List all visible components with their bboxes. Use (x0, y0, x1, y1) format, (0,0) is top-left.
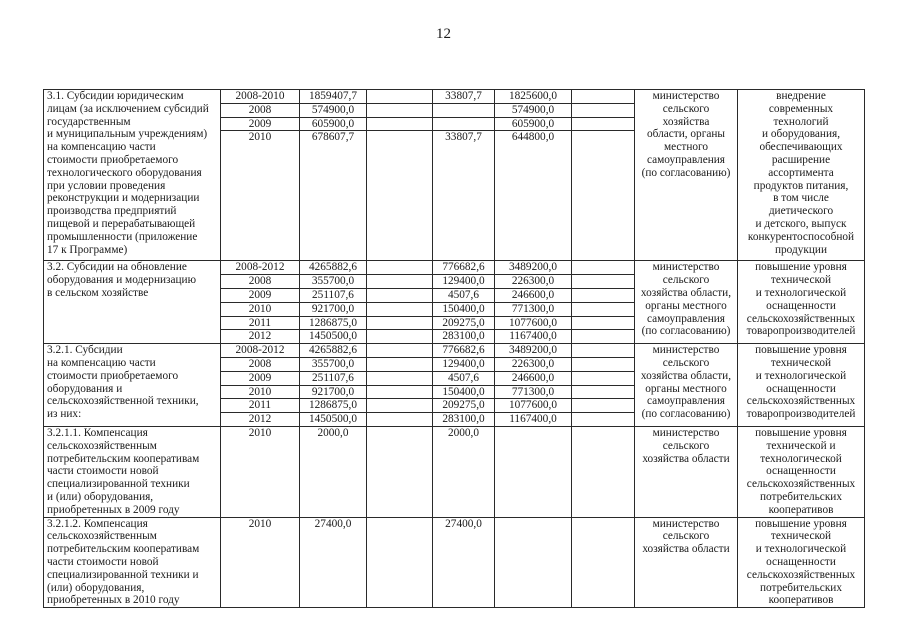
executor-line: хозяйства (662, 115, 710, 128)
period-cell: 2010 (221, 131, 300, 261)
expected-result (738, 517, 865, 608)
result-line: расширение (771, 153, 831, 166)
extrabudgetary-cell (495, 517, 572, 608)
description-line: части стоимости новой (47, 555, 159, 568)
federal-budget-cell (367, 103, 433, 117)
regional-budget-cell: 776682,6 (433, 261, 495, 275)
result-line: товаропроизводителей (746, 325, 856, 338)
result-line: и оборудования, (761, 128, 841, 141)
total-amount-cell: 1450500,0 (300, 330, 367, 344)
executor-line: органы местного (645, 299, 727, 312)
executor-line: самоуправления (646, 395, 725, 408)
other-funds-cell (572, 399, 635, 413)
executor-line: министерство (652, 261, 720, 274)
description-line: приобретенных в 2010 году (47, 594, 180, 607)
result-line: в том числе (773, 192, 829, 205)
other-funds-cell (572, 103, 635, 117)
total-amount-cell: 921700,0 (300, 302, 367, 316)
result-line: сельскохозяйственных (746, 312, 856, 325)
result-line: и технологической (755, 286, 847, 299)
executor-line: хозяйства области (642, 452, 730, 465)
result-line: диетического (768, 205, 834, 218)
result-line: технологической (760, 452, 842, 465)
description-line: оборудования и (47, 382, 123, 395)
executor-line: министерство (652, 344, 720, 357)
federal-budget-cell (367, 344, 433, 358)
executor-line: хозяйства области, (640, 286, 732, 299)
expected-result (738, 261, 865, 344)
result-line: и технологической (755, 369, 847, 382)
description-line: производства предприятий (47, 205, 177, 218)
extrabudgetary-cell: 1825600,0 (495, 90, 572, 104)
regional-budget-cell: 209275,0 (433, 316, 495, 330)
result-line: повышение уровня (755, 426, 847, 439)
description-line: сельскохозяйственной техники, (47, 395, 199, 408)
other-funds-cell (572, 371, 635, 385)
result-line: современных (768, 102, 834, 115)
executor-line: министерство (652, 90, 720, 102)
federal-budget-cell (367, 357, 433, 371)
regional-budget-cell: 150400,0 (433, 302, 495, 316)
federal-budget-cell (367, 385, 433, 399)
executor-line: области, органы (647, 128, 725, 141)
regional-budget-cell: 129400,0 (433, 357, 495, 371)
table-row (44, 426, 865, 517)
total-amount-cell: 4265882,6 (300, 261, 367, 275)
result-line: оснащенности (766, 382, 836, 395)
federal-budget-cell (367, 117, 433, 131)
result-line: повышение уровня (755, 344, 847, 357)
result-line: технической (770, 530, 832, 543)
period-cell: 2008-2010 (221, 90, 300, 104)
total-amount-cell: 355700,0 (300, 275, 367, 289)
measure-description (44, 90, 221, 261)
description-line: и муниципальным учреждениям) (47, 128, 208, 141)
expected-result (738, 344, 865, 427)
result-line: товаропроизводителей (746, 408, 856, 421)
period-cell: 2008 (221, 275, 300, 289)
result-line: технической (770, 356, 832, 369)
period-cell: 2009 (221, 371, 300, 385)
other-funds-cell (572, 302, 635, 316)
description-line: государственным (47, 115, 131, 128)
other-funds-cell (572, 90, 635, 104)
description-line: 17 к Программе) (47, 243, 128, 256)
extrabudgetary-cell: 644800,0 (495, 131, 572, 261)
period-cell: 2008 (221, 357, 300, 371)
result-line: и технологической (755, 543, 847, 556)
description-line: потребительским кооперативам (47, 543, 200, 556)
period-cell: 2009 (221, 288, 300, 302)
total-amount-cell: 2000,0 (300, 426, 367, 517)
regional-budget-cell: 129400,0 (433, 275, 495, 289)
description-line: лицам (за исключением субсидий (47, 102, 209, 115)
other-funds-cell (572, 385, 635, 399)
result-line: кооперативов (768, 594, 834, 607)
result-line: технической и (766, 439, 836, 452)
period-cell: 2010 (221, 426, 300, 517)
extrabudgetary-cell: 771300,0 (495, 385, 572, 399)
regional-budget-cell: 283100,0 (433, 413, 495, 427)
executor-line: местного (663, 141, 709, 154)
other-funds-cell (572, 288, 635, 302)
regional-budget-cell: 2000,0 (433, 426, 495, 517)
federal-budget-cell (367, 261, 433, 275)
executor-line: самоуправления (646, 312, 725, 325)
period-cell: 2012 (221, 413, 300, 427)
result-line: ассортимента (768, 166, 834, 179)
other-funds-cell (572, 316, 635, 330)
period-cell: 2009 (221, 117, 300, 131)
other-funds-cell (572, 357, 635, 371)
description-line: потребительским кооперативам (47, 452, 200, 465)
federal-budget-cell (367, 316, 433, 330)
total-amount-cell: 605900,0 (300, 117, 367, 131)
description-line: специализированной техники и (47, 568, 199, 581)
executor-line: сельского (662, 530, 710, 543)
executor-line: министерство (652, 517, 720, 530)
other-funds-cell (572, 426, 635, 517)
extrabudgetary-cell: 605900,0 (495, 117, 572, 131)
description-line: приобретенных в 2009 году (47, 503, 180, 516)
extrabudgetary-cell: 3489200,0 (495, 344, 572, 358)
result-line: технической (770, 274, 832, 287)
federal-budget-cell (367, 330, 433, 344)
table-row (44, 517, 865, 608)
total-amount-cell: 678607,7 (300, 131, 367, 261)
regional-budget-cell (433, 117, 495, 131)
result-line: оснащенности (766, 465, 836, 478)
table-row (44, 261, 865, 275)
description-line: 3.2.1. Субсидии (47, 344, 123, 357)
result-line: сельскохозяйственных (746, 395, 856, 408)
description-line: на компенсацию части (47, 141, 156, 154)
executor-line: хозяйства области (642, 543, 730, 556)
executor-line: органы местного (645, 382, 727, 395)
executor-line: (по согласованию) (641, 166, 731, 179)
federal-budget-cell (367, 90, 433, 104)
extrabudgetary-cell: 246600,0 (495, 288, 572, 302)
federal-budget-cell (367, 275, 433, 289)
period-cell: 2008 (221, 103, 300, 117)
description-line: стоимости приобретаемого (47, 369, 179, 382)
result-line: обеспечивающих (759, 141, 843, 154)
total-amount-cell: 574900,0 (300, 103, 367, 117)
extrabudgetary-cell: 1167400,0 (495, 330, 572, 344)
federal-budget-cell (367, 413, 433, 427)
description-line: специализированной техники (47, 478, 190, 491)
extrabudgetary-cell: 574900,0 (495, 103, 572, 117)
period-cell: 2010 (221, 302, 300, 316)
period-cell: 2010 (221, 517, 300, 608)
regional-budget-cell: 283100,0 (433, 330, 495, 344)
total-amount-cell: 1286875,0 (300, 316, 367, 330)
regional-budget-cell: 209275,0 (433, 399, 495, 413)
description-line: реконструкции и модернизации (47, 192, 200, 205)
responsible-executor (635, 261, 738, 344)
program-measures-table (43, 89, 865, 608)
description-line: пищевой и перерабатывающей (47, 217, 196, 230)
measure-description (44, 426, 221, 517)
total-amount-cell: 921700,0 (300, 385, 367, 399)
regional-budget-cell: 27400,0 (433, 517, 495, 608)
description-line: стоимости приобретаемого (47, 153, 179, 166)
extrabudgetary-cell: 226300,0 (495, 275, 572, 289)
regional-budget-cell: 150400,0 (433, 385, 495, 399)
executor-line: сельского (662, 439, 710, 452)
table-row (44, 90, 865, 104)
total-amount-cell: 251107,6 (300, 288, 367, 302)
table-row (44, 344, 865, 358)
extrabudgetary-cell: 226300,0 (495, 357, 572, 371)
other-funds-cell (572, 517, 635, 608)
total-amount-cell: 1450500,0 (300, 413, 367, 427)
federal-budget-cell (367, 288, 433, 302)
total-amount-cell: 251107,6 (300, 371, 367, 385)
result-line: потребительских (759, 581, 842, 594)
expected-result (738, 90, 865, 261)
measure-description (44, 344, 221, 427)
total-amount-cell: 355700,0 (300, 357, 367, 371)
total-amount-cell: 4265882,6 (300, 344, 367, 358)
result-line: повышение уровня (755, 261, 847, 274)
total-amount-cell: 1286875,0 (300, 399, 367, 413)
description-line: 3.2. Субсидии на обновление (47, 261, 187, 274)
extrabudgetary-cell: 1077600,0 (495, 399, 572, 413)
federal-budget-cell (367, 399, 433, 413)
executor-line: хозяйства области, (640, 369, 732, 382)
description-line: сельскохозяйственным (47, 439, 157, 452)
result-line: сельскохозяйственных (746, 568, 856, 581)
responsible-executor (635, 426, 738, 517)
executor-line: самоуправления (646, 153, 725, 166)
expected-result (738, 426, 865, 517)
extrabudgetary-cell (495, 426, 572, 517)
extrabudgetary-cell: 3489200,0 (495, 261, 572, 275)
total-amount-cell: 27400,0 (300, 517, 367, 608)
regional-budget-cell: 776682,6 (433, 344, 495, 358)
federal-budget-cell (367, 131, 433, 261)
result-line: продуктов питания, (753, 179, 849, 192)
result-line: внедрение (776, 90, 826, 102)
description-line: оборудования и модернизацию (47, 274, 197, 287)
other-funds-cell (572, 117, 635, 131)
description-line: в сельском хозяйстве (47, 286, 149, 299)
other-funds-cell (572, 413, 635, 427)
executor-line: сельского (662, 356, 710, 369)
result-line: потребительских (759, 490, 842, 503)
other-funds-cell (572, 344, 635, 358)
executor-line: сельского (662, 102, 710, 115)
other-funds-cell (572, 330, 635, 344)
extrabudgetary-cell: 1167400,0 (495, 413, 572, 427)
result-line: повышение уровня (755, 517, 847, 530)
description-line: (или) оборудования, (47, 581, 145, 594)
executor-line: сельского (662, 274, 710, 287)
description-line: при условии проведения (47, 179, 166, 192)
page-number: 12 (436, 26, 451, 42)
total-amount-cell: 1859407,7 (300, 90, 367, 104)
federal-budget-cell (367, 371, 433, 385)
description-line: на компенсацию части (47, 356, 156, 369)
period-cell: 2012 (221, 330, 300, 344)
description-line: сельскохозяйственным (47, 530, 157, 543)
extrabudgetary-cell: 1077600,0 (495, 316, 572, 330)
extrabudgetary-cell: 246600,0 (495, 371, 572, 385)
executor-line: министерство (652, 426, 720, 439)
description-line: и (или) оборудования, (47, 490, 154, 503)
federal-budget-cell (367, 517, 433, 608)
result-line: оснащенности (766, 555, 836, 568)
period-cell: 2011 (221, 316, 300, 330)
result-line: конкурентоспособной (747, 230, 855, 243)
federal-budget-cell (367, 302, 433, 316)
regional-budget-cell: 33807,7 (433, 90, 495, 104)
extrabudgetary-cell: 771300,0 (495, 302, 572, 316)
regional-budget-cell: 4507,6 (433, 371, 495, 385)
result-line: продукции (774, 243, 828, 256)
measure-description (44, 517, 221, 608)
period-cell: 2010 (221, 385, 300, 399)
regional-budget-cell (433, 103, 495, 117)
description-line: промышленности (приложение (47, 230, 198, 243)
regional-budget-cell: 4507,6 (433, 288, 495, 302)
period-cell: 2011 (221, 399, 300, 413)
responsible-executor (635, 344, 738, 427)
result-line: сельскохозяйственных (746, 478, 856, 491)
regional-budget-cell: 33807,7 (433, 131, 495, 261)
result-line: технологий (773, 115, 829, 128)
description-line: технологического оборудования (47, 166, 202, 179)
other-funds-cell (572, 275, 635, 289)
description-line: 3.2.1.2. Компенсация (47, 517, 148, 530)
description-line: части стоимости новой (47, 465, 159, 478)
period-cell: 2008-2012 (221, 261, 300, 275)
responsible-executor (635, 517, 738, 608)
responsible-executor (635, 90, 738, 261)
description-line: 3.1. Субсидии юридическим (47, 90, 184, 102)
result-line: оснащенности (766, 299, 836, 312)
measure-description (44, 261, 221, 344)
period-cell: 2008-2012 (221, 344, 300, 358)
description-line: 3.2.1.1. Компенсация (47, 426, 148, 439)
executor-line: (по согласованию) (641, 408, 731, 421)
other-funds-cell (572, 131, 635, 261)
result-line: кооперативов (768, 503, 834, 516)
description-line: из них: (47, 408, 82, 421)
executor-line: (по согласованию) (641, 325, 731, 338)
other-funds-cell (572, 261, 635, 275)
federal-budget-cell (367, 426, 433, 517)
result-line: и детского, выпуск (755, 217, 847, 230)
